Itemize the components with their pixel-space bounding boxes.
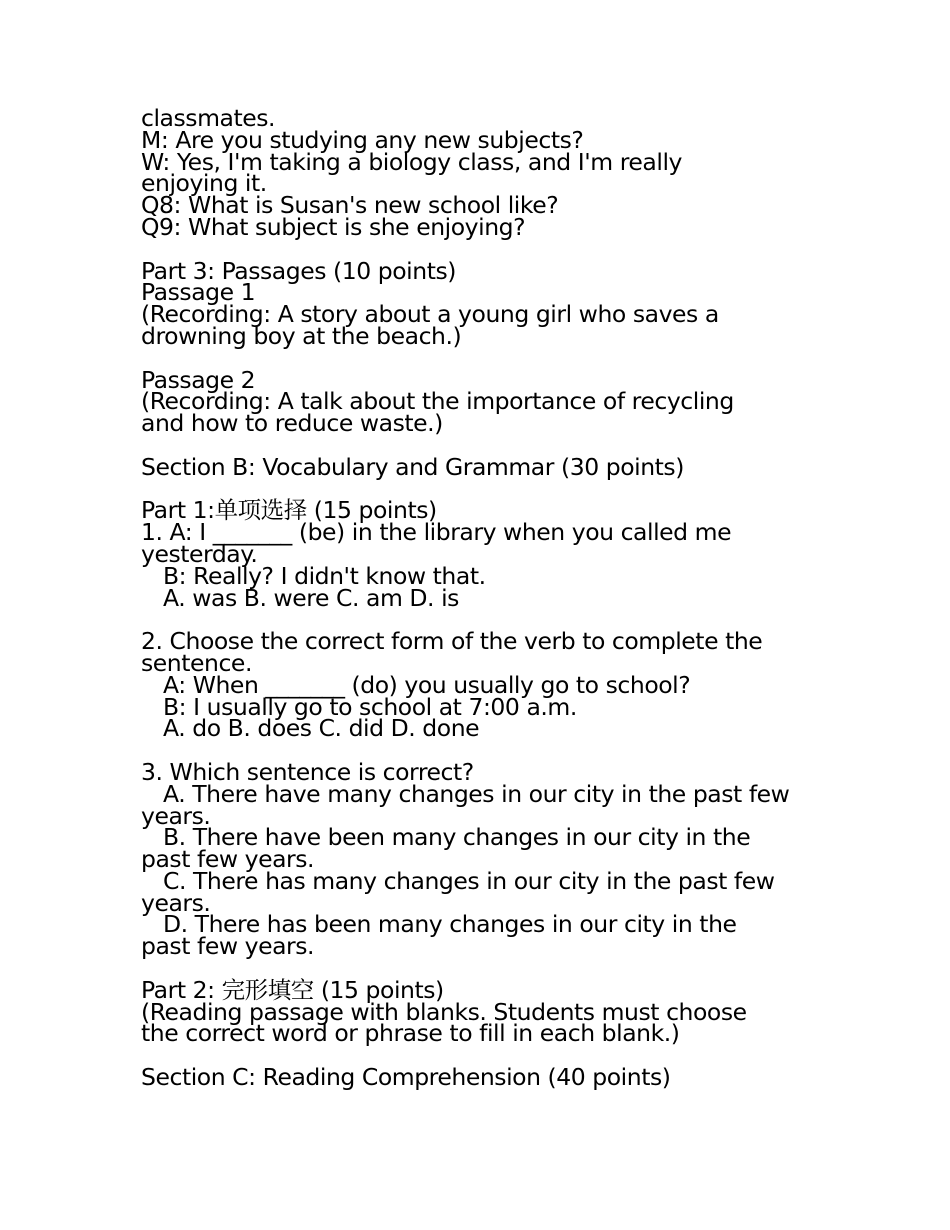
question-q8: Q8: What is Susan's new school like? xyxy=(141,191,559,220)
question-3-option-a: A. There have many changes in our city in the past few xyxy=(163,779,790,808)
question-2-dialogue: A: When _______ (do) you usually go to school? xyxy=(163,670,691,699)
passage2-description: and how to reduce waste.) xyxy=(141,409,443,438)
part2-heading: Part 2: 完形填空 (15 points) xyxy=(141,975,444,1004)
question-3-option-c: C. There has many changes in our city in the past few xyxy=(163,866,775,895)
section-c-heading: Section C: Reading Comprehension (40 points) xyxy=(141,1063,671,1092)
dialogue-line: classmates. xyxy=(141,104,276,132)
question-3-option-c: years. xyxy=(141,888,211,917)
question-3-option-b: B. There have been many changes in our city in the xyxy=(163,823,751,852)
passage1-title: Passage 1 xyxy=(141,278,256,307)
question-2: sentence. xyxy=(141,648,252,677)
section-b-heading: Section B: Vocabulary and Grammar (30 points) xyxy=(141,452,684,481)
question-3: 3. Which sentence is correct? xyxy=(141,757,474,786)
passage2-description: (Recording: A talk about the importance of recycling xyxy=(141,387,734,416)
part3-heading: Part 3: Passages (10 points) xyxy=(141,256,456,285)
question-2-dialogue: B: I usually go to school at 7:00 a.m. xyxy=(163,692,577,721)
question-1-response: B: Really? I didn't know that. xyxy=(163,561,486,590)
passage1-description: drowning boy at the beach.) xyxy=(141,321,462,350)
question-q9: Q9: What subject is she enjoying? xyxy=(141,212,526,241)
dialogue-line: W: Yes, I'm taking a biology class, and I'm really xyxy=(141,147,682,176)
question-2: 2. Choose the correct form of the verb to complete the xyxy=(141,627,763,656)
dialogue-line: M: Are you studying any new subjects? xyxy=(141,125,584,154)
part2-description: (Reading passage with blanks. Students must choose xyxy=(141,997,747,1026)
question-3-option-d: past few years. xyxy=(141,932,315,961)
dialogue-line: enjoying it. xyxy=(141,169,267,198)
question-3-option-b: past few years. xyxy=(141,845,315,874)
part2-description: the correct word or phrase to fill in each blank.) xyxy=(141,1019,680,1048)
question-1-options: A. was B. were C. am D. is xyxy=(163,583,459,612)
question-3-option-d: D. There has been many changes in our city in the xyxy=(163,910,737,939)
question-1: yesterday. xyxy=(141,539,258,568)
passage2-title: Passage 2 xyxy=(141,365,256,394)
question-3-option-a: years. xyxy=(141,801,211,830)
document-body xyxy=(141,104,821,1092)
question-1: 1. A: I _______ (be) in the library when you called me xyxy=(141,518,732,547)
question-2-options: A. do B. does C. did D. done xyxy=(163,714,480,743)
passage1-description: (Recording: A story about a young girl who saves a xyxy=(141,300,719,329)
part1-heading: Part 1:单项选择 (15 points) xyxy=(141,496,437,525)
